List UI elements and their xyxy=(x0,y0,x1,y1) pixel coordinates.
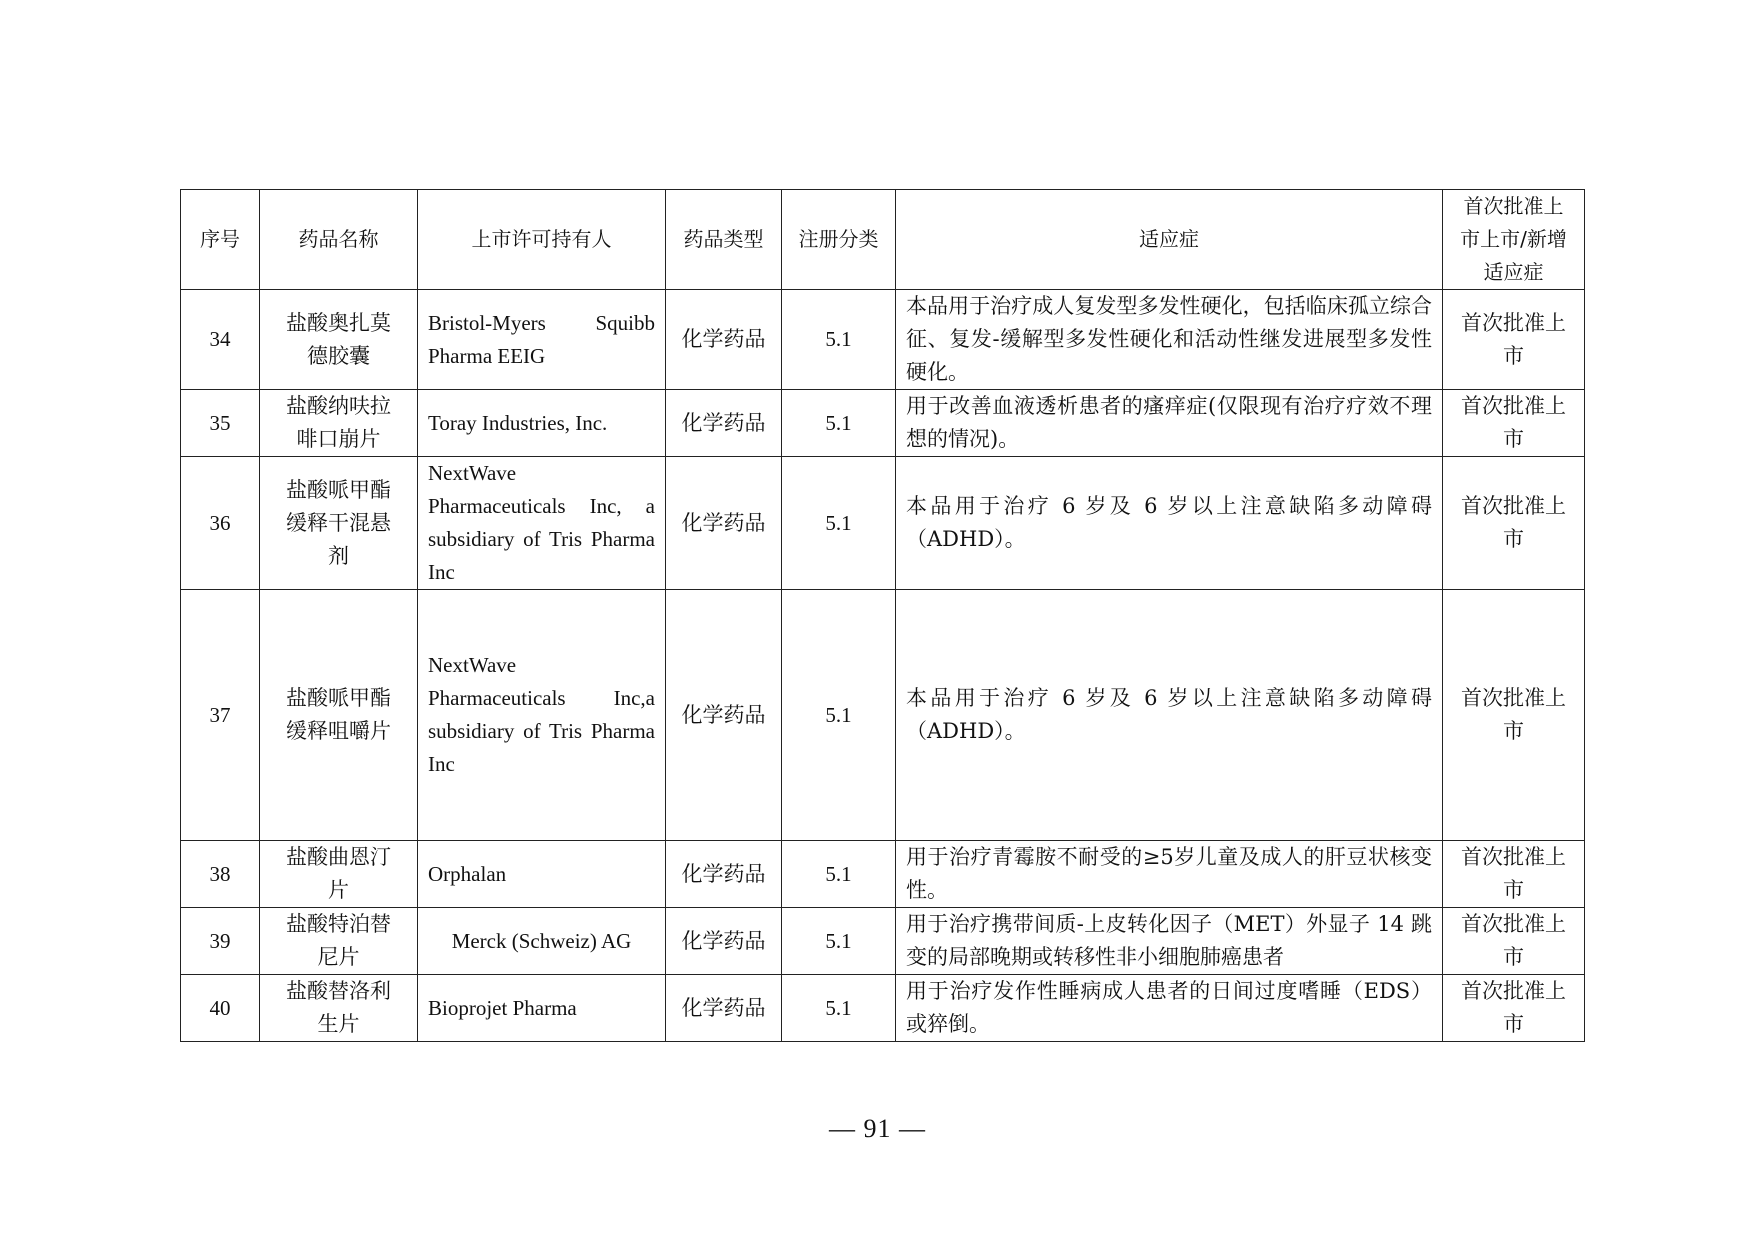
cell-seq: 38 xyxy=(181,841,260,908)
cell-registration-class: 5.1 xyxy=(782,457,896,590)
cell-indication: 用于治疗青霉胺不耐受的≥5岁儿童及成人的肝豆状核变性。 xyxy=(896,841,1443,908)
cell-status: 首次批准上市 xyxy=(1443,590,1585,841)
cell-drug-name: 盐酸哌甲酯缓释干混悬剂 xyxy=(260,457,418,590)
table-row xyxy=(181,390,1585,457)
cell-indication: 用于治疗携带间质-上皮转化因子（MET）外显子 14 跳变的局部晚期或转移性非小细胞肺癌患者 xyxy=(896,908,1443,975)
header-drug-type: 药品类型 xyxy=(666,190,782,290)
cell-status: 首次批准上市 xyxy=(1443,390,1585,457)
page-number: — 91 — xyxy=(829,1114,926,1143)
drug-approval-table xyxy=(180,189,1585,1042)
cell-status: 首次批准上市 xyxy=(1443,975,1585,1042)
cell-registration-class: 5.1 xyxy=(782,975,896,1042)
cell-status: 首次批准上市 xyxy=(1443,908,1585,975)
cell-indication: 用于治疗发作性睡病成人患者的日间过度嗜睡（EDS）或猝倒。 xyxy=(896,975,1443,1042)
header-holder: 上市许可持有人 xyxy=(418,190,666,290)
header-row xyxy=(181,190,1585,290)
cell-registration-class: 5.1 xyxy=(782,908,896,975)
cell-holder: NextWave Pharmaceuticals Inc,a subsidiary of Tris Pharma Inc xyxy=(418,590,666,841)
header-registration-class: 注册分类 xyxy=(782,190,896,290)
cell-drug-name: 盐酸特泊替尼片 xyxy=(260,908,418,975)
cell-status: 首次批准上市 xyxy=(1443,290,1585,390)
cell-indication: 本品用于治疗 6 岁及 6 岁以上注意缺陷多动障碍（ADHD）。 xyxy=(896,590,1443,841)
cell-drug-name: 盐酸替洛利生片 xyxy=(260,975,418,1042)
header-indication: 适应症 xyxy=(896,190,1443,290)
cell-drug-name: 盐酸曲恩汀片 xyxy=(260,841,418,908)
cell-drug-type: 化学药品 xyxy=(666,841,782,908)
cell-status: 首次批准上市 xyxy=(1443,841,1585,908)
header-drug-name: 药品名称 xyxy=(260,190,418,290)
cell-holder: Bristol-Myers Squibb Pharma EEIG xyxy=(418,290,666,390)
cell-drug-type: 化学药品 xyxy=(666,908,782,975)
header-seq: 序号 xyxy=(181,190,260,290)
cell-drug-type: 化学药品 xyxy=(666,390,782,457)
cell-registration-class: 5.1 xyxy=(782,290,896,390)
cell-indication: 用于改善血液透析患者的瘙痒症(仅限现有治疗疗效不理想的情况)。 xyxy=(896,390,1443,457)
cell-status: 首次批准上市 xyxy=(1443,457,1585,590)
cell-holder: Orphalan xyxy=(418,841,666,908)
table-row xyxy=(181,908,1585,975)
cell-seq: 37 xyxy=(181,590,260,841)
cell-registration-class: 5.1 xyxy=(782,590,896,841)
cell-drug-type: 化学药品 xyxy=(666,290,782,390)
header-status: 首次批准上市上市/新增适应症 xyxy=(1443,190,1585,290)
cell-drug-name: 盐酸奥扎莫德胶囊 xyxy=(260,290,418,390)
cell-registration-class: 5.1 xyxy=(782,841,896,908)
table-row xyxy=(181,590,1585,841)
cell-indication: 本品用于治疗 6 岁及 6 岁以上注意缺陷多动障碍（ADHD）。 xyxy=(896,457,1443,590)
cell-holder: NextWave Pharmaceuticals Inc, a subsidiary of Tris Pharma Inc xyxy=(418,457,666,590)
cell-seq: 36 xyxy=(181,457,260,590)
cell-registration-class: 5.1 xyxy=(782,390,896,457)
cell-holder: Merck (Schweiz) AG xyxy=(418,908,666,975)
table-row xyxy=(181,975,1585,1042)
cell-seq: 39 xyxy=(181,908,260,975)
cell-drug-name: 盐酸哌甲酯缓释咀嚼片 xyxy=(260,590,418,841)
table-row xyxy=(181,290,1585,390)
cell-holder: Toray Industries, Inc. xyxy=(418,390,666,457)
cell-drug-type: 化学药品 xyxy=(666,457,782,590)
cell-seq: 34 xyxy=(181,290,260,390)
table-row xyxy=(181,841,1585,908)
cell-drug-type: 化学药品 xyxy=(666,590,782,841)
cell-seq: 35 xyxy=(181,390,260,457)
cell-holder: Bioprojet Pharma xyxy=(418,975,666,1042)
cell-drug-type: 化学药品 xyxy=(666,975,782,1042)
cell-seq: 40 xyxy=(181,975,260,1042)
table-row xyxy=(181,457,1585,590)
cell-drug-name: 盐酸纳呋拉啡口崩片 xyxy=(260,390,418,457)
cell-indication: 本品用于治疗成人复发型多发性硬化，包括临床孤立综合征、复发-缓解型多发性硬化和活动性继发进展型多发性硬化。 xyxy=(896,290,1443,390)
